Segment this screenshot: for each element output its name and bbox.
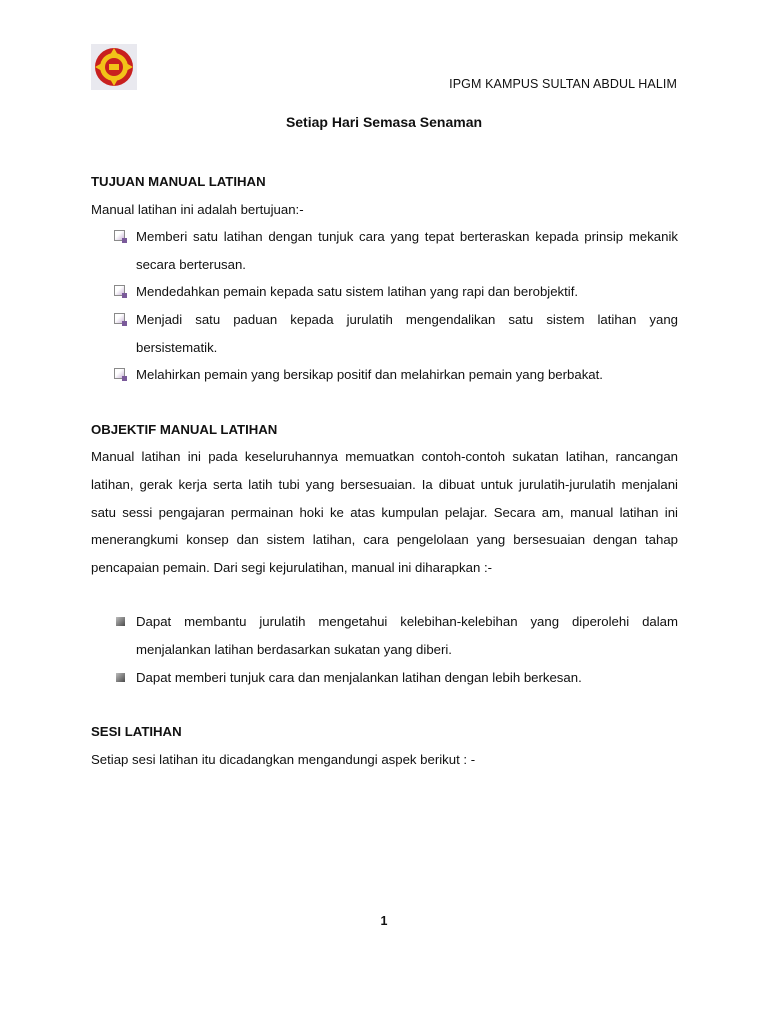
list-item-text: Memberi satu latihan dengan tunjuk cara yang tepat berteraskan kepada prinsip mekanik secara berterusan. <box>136 229 678 272</box>
list-item <box>91 306 678 361</box>
institution-logo <box>91 44 137 90</box>
list-item-text: Mendedahkan pemain kepada satu sistem latihan yang rapi dan berobjektif. <box>136 284 579 300</box>
institution-name: IPGM KAMPUS SULTAN ABDUL HALIM <box>449 77 677 91</box>
document-bullet-icon <box>114 313 125 324</box>
list-item <box>91 608 678 663</box>
objektif-list <box>91 608 678 691</box>
list-item-text: Menjadi satu paduan kepada jurulatih mengendalikan satu sistem latihan yang bersistematik. <box>136 311 678 355</box>
tujuan-intro: Manual latihan ini adalah bertujuan:- <box>91 201 304 217</box>
document-bullet-icon <box>114 285 125 296</box>
spacer <box>91 691 678 718</box>
square-bullet-icon <box>116 617 125 626</box>
sesi-intro: Setiap sesi latihan itu dicadangkan mengandungi aspek berikut : - <box>91 751 476 767</box>
document-body <box>91 168 678 773</box>
document-bullet-icon <box>114 368 125 379</box>
spacer <box>91 389 678 416</box>
tujuan-list <box>91 223 678 389</box>
spacer <box>91 581 678 608</box>
page-number: 1 <box>380 914 388 928</box>
list-item <box>91 361 678 389</box>
list-item-text: Dapat memberi tunjuk cara dan menjalankan latihan dengan lebih berkesan. <box>136 669 582 685</box>
list-item-text: Dapat membantu jurulatih mengetahui kelebihan-kelebihan yang diperolehi dalam menjalankan latihan berdasarkan sukatan yang diberi. <box>136 614 678 657</box>
page-title: Setiap Hari Semasa Senaman <box>285 114 483 130</box>
square-bullet-icon <box>116 673 125 682</box>
section-heading-objektif: OBJEKTIF MANUAL LATIHAN <box>91 421 278 437</box>
document-bullet-icon <box>114 230 125 241</box>
section-heading-sesi: SESI LATIHAN <box>91 724 182 740</box>
list-item <box>91 664 678 692</box>
list-item <box>91 278 678 306</box>
objektif-paragraph: Manual latihan ini pada keseluruhannya memuatkan contoh-contoh sukatan latihan, rancangan latihan, gerak kerja serta latih tubi yang bersesuaian. Ia dibuat untuk jurulatih-jurulatih menjalani satu sessi pengajaran permainan hoki ke atas kumpulan pelajar. Secara am, manual latihan ini menerangkumi konsep dan sistem latihan, cara pengelolaan yang bersesuaian dengan tahap pencapaian pemain. Dari segi kejurulatihan, manual ini diharapkan :- <box>91 449 678 575</box>
section-heading-tujuan: TUJUAN MANUAL LATIHAN <box>91 174 266 189</box>
list-item-text: Melahirkan pemain yang bersikap positif dan melahirkan pemain yang berbakat. <box>136 367 603 383</box>
list-item <box>91 223 678 278</box>
